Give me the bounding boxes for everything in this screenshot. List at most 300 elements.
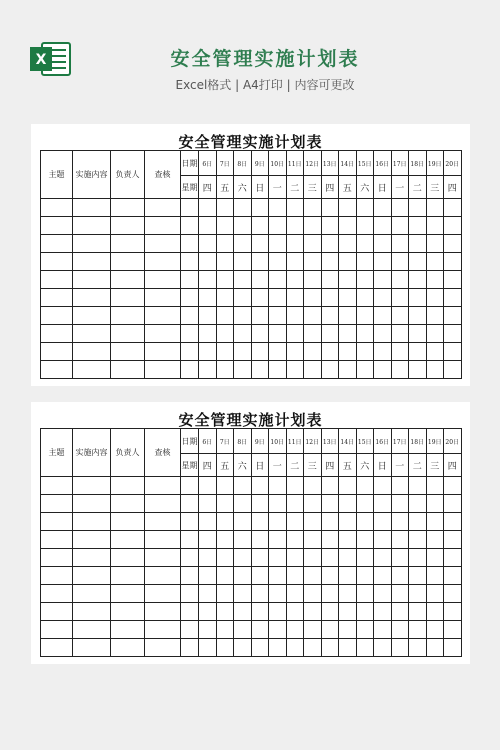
empty-cell [269, 495, 287, 513]
empty-cell [111, 253, 145, 271]
empty-cell [181, 361, 199, 379]
table-row [41, 235, 462, 253]
empty-cell [111, 621, 145, 639]
date-cell: 6日 [199, 151, 217, 176]
empty-cell [216, 325, 234, 343]
empty-cell [374, 513, 392, 531]
empty-cell [304, 361, 322, 379]
empty-cell [251, 603, 269, 621]
page-subtitle: Excel格式 | A4打印 | 内容可更改 [175, 78, 355, 92]
empty-cell [444, 621, 462, 639]
empty-cell [73, 307, 111, 325]
plan-table [40, 150, 462, 379]
empty-cell [251, 289, 269, 307]
empty-cell [269, 253, 287, 271]
empty-cell [181, 477, 199, 495]
empty-cell [374, 289, 392, 307]
empty-cell [304, 217, 322, 235]
empty-cell [426, 361, 444, 379]
empty-cell [199, 567, 217, 585]
empty-cell [391, 567, 409, 585]
empty-cell [356, 585, 374, 603]
empty-cell [234, 477, 252, 495]
column-header: 主题 [41, 151, 73, 199]
empty-cell [356, 253, 374, 271]
weekday-cell: 四 [321, 454, 339, 477]
empty-cell [181, 235, 199, 253]
empty-cell [41, 199, 73, 217]
empty-cell [391, 639, 409, 657]
empty-cell [251, 325, 269, 343]
empty-cell [391, 621, 409, 639]
empty-cell [304, 567, 322, 585]
empty-cell [41, 289, 73, 307]
empty-cell [339, 217, 357, 235]
empty-cell [286, 307, 304, 325]
empty-cell [269, 513, 287, 531]
empty-cell [444, 549, 462, 567]
empty-cell [216, 513, 234, 531]
empty-cell [111, 307, 145, 325]
empty-cell [145, 217, 181, 235]
empty-cell [391, 325, 409, 343]
empty-cell [181, 271, 199, 289]
empty-cell [181, 217, 199, 235]
empty-cell [339, 567, 357, 585]
empty-cell [269, 567, 287, 585]
empty-cell [111, 289, 145, 307]
empty-cell [391, 271, 409, 289]
empty-cell [41, 513, 73, 531]
sheet-preview-1 [31, 124, 470, 386]
empty-cell [41, 477, 73, 495]
empty-cell [374, 567, 392, 585]
empty-cell [339, 289, 357, 307]
empty-cell [216, 235, 234, 253]
empty-cell [41, 603, 73, 621]
empty-cell [374, 621, 392, 639]
empty-cell [111, 603, 145, 621]
empty-cell [444, 531, 462, 549]
plan-table [40, 428, 462, 657]
empty-cell [356, 325, 374, 343]
empty-cell [234, 531, 252, 549]
empty-cell [304, 549, 322, 567]
empty-cell [216, 495, 234, 513]
empty-cell [339, 325, 357, 343]
empty-cell [234, 325, 252, 343]
empty-cell [286, 343, 304, 361]
empty-cell [181, 343, 199, 361]
empty-cell [321, 325, 339, 343]
empty-cell [321, 235, 339, 253]
empty-cell [286, 199, 304, 217]
weekday-cell: 四 [199, 454, 217, 477]
empty-cell [41, 361, 73, 379]
table-row [41, 639, 462, 657]
empty-cell [391, 235, 409, 253]
empty-cell [199, 217, 217, 235]
weekday-cell: 五 [339, 176, 357, 199]
empty-cell [251, 477, 269, 495]
empty-cell [356, 361, 374, 379]
date-cell: 12日 [304, 151, 322, 176]
empty-cell [391, 513, 409, 531]
empty-cell [356, 343, 374, 361]
empty-cell [199, 603, 217, 621]
empty-cell [234, 217, 252, 235]
empty-cell [199, 343, 217, 361]
table-row [41, 495, 462, 513]
empty-cell [199, 253, 217, 271]
empty-cell [391, 603, 409, 621]
empty-cell [339, 531, 357, 549]
empty-cell [426, 531, 444, 549]
empty-cell [321, 603, 339, 621]
empty-cell [111, 495, 145, 513]
empty-cell [181, 531, 199, 549]
date-cell: 8日 [234, 151, 252, 176]
sheet-preview-2 [31, 402, 470, 664]
empty-cell [444, 271, 462, 289]
empty-cell [321, 549, 339, 567]
table-row [41, 325, 462, 343]
empty-cell [391, 531, 409, 549]
empty-cell [426, 289, 444, 307]
empty-cell [199, 585, 217, 603]
weekday-cell: 六 [356, 454, 374, 477]
date-cell: 9日 [251, 151, 269, 176]
empty-cell [216, 289, 234, 307]
empty-cell [426, 271, 444, 289]
weekday-cell: 五 [216, 454, 234, 477]
empty-cell [269, 621, 287, 639]
empty-cell [426, 639, 444, 657]
empty-cell [145, 361, 181, 379]
empty-cell [251, 549, 269, 567]
weekday-cell: 四 [444, 454, 462, 477]
empty-cell [269, 585, 287, 603]
empty-cell [199, 199, 217, 217]
empty-cell [199, 307, 217, 325]
empty-cell [339, 235, 357, 253]
empty-cell [304, 271, 322, 289]
empty-cell [444, 603, 462, 621]
empty-cell [73, 603, 111, 621]
empty-cell [356, 199, 374, 217]
weekday-cell: 六 [234, 454, 252, 477]
empty-cell [73, 549, 111, 567]
date-cell: 15日 [356, 151, 374, 176]
empty-cell [251, 343, 269, 361]
weekday-cell: 二 [409, 176, 427, 199]
empty-cell [374, 307, 392, 325]
empty-cell [145, 603, 181, 621]
empty-cell [145, 289, 181, 307]
empty-cell [321, 531, 339, 549]
empty-cell [426, 585, 444, 603]
empty-cell [409, 361, 427, 379]
empty-cell [73, 585, 111, 603]
empty-cell [321, 307, 339, 325]
empty-cell [181, 549, 199, 567]
empty-cell [251, 271, 269, 289]
empty-cell [409, 289, 427, 307]
table-row [41, 199, 462, 217]
empty-cell [426, 199, 444, 217]
empty-cell [409, 549, 427, 567]
empty-cell [321, 361, 339, 379]
empty-cell [356, 477, 374, 495]
empty-cell [286, 531, 304, 549]
empty-cell [73, 531, 111, 549]
empty-cell [111, 639, 145, 657]
empty-cell [199, 549, 217, 567]
empty-cell [234, 271, 252, 289]
empty-cell [286, 567, 304, 585]
date-cell: 20日 [444, 429, 462, 454]
empty-cell [374, 235, 392, 253]
empty-cell [426, 621, 444, 639]
empty-cell [321, 567, 339, 585]
empty-cell [286, 495, 304, 513]
date-cell: 16日 [374, 429, 392, 454]
empty-cell [234, 567, 252, 585]
weekday-cell: 三 [426, 176, 444, 199]
empty-cell [374, 343, 392, 361]
empty-cell [145, 585, 181, 603]
empty-cell [269, 235, 287, 253]
empty-cell [145, 325, 181, 343]
empty-cell [216, 343, 234, 361]
empty-cell [73, 253, 111, 271]
empty-cell [234, 289, 252, 307]
empty-cell [444, 289, 462, 307]
empty-cell [426, 325, 444, 343]
empty-cell [251, 361, 269, 379]
empty-cell [234, 621, 252, 639]
empty-cell [269, 307, 287, 325]
empty-cell [321, 477, 339, 495]
empty-cell [391, 253, 409, 271]
empty-cell [234, 513, 252, 531]
empty-cell [391, 343, 409, 361]
empty-cell [356, 289, 374, 307]
empty-cell [41, 325, 73, 343]
empty-cell [234, 603, 252, 621]
empty-cell [145, 621, 181, 639]
empty-cell [374, 199, 392, 217]
empty-cell [145, 513, 181, 531]
empty-cell [444, 343, 462, 361]
date-cell: 13日 [321, 151, 339, 176]
empty-cell [321, 495, 339, 513]
table-row [41, 477, 462, 495]
empty-cell [111, 585, 145, 603]
column-header: 负责人 [111, 429, 145, 477]
empty-cell [216, 621, 234, 639]
weekday-cell: 一 [391, 176, 409, 199]
empty-cell [251, 307, 269, 325]
date-label: 日期 [181, 151, 199, 176]
empty-cell [374, 361, 392, 379]
weekday-label: 星期 [181, 176, 199, 199]
empty-cell [444, 567, 462, 585]
date-cell: 10日 [269, 151, 287, 176]
header-row [41, 429, 462, 454]
empty-cell [286, 361, 304, 379]
empty-cell [374, 639, 392, 657]
empty-cell [41, 253, 73, 271]
empty-cell [145, 531, 181, 549]
column-header: 实施内容 [73, 151, 111, 199]
empty-cell [181, 513, 199, 531]
empty-cell [234, 199, 252, 217]
empty-cell [304, 307, 322, 325]
empty-cell [444, 495, 462, 513]
empty-cell [444, 325, 462, 343]
weekday-cell: 日 [251, 454, 269, 477]
table-row [41, 513, 462, 531]
empty-cell [145, 307, 181, 325]
empty-cell [111, 477, 145, 495]
empty-cell [216, 271, 234, 289]
weekday-cell: 四 [321, 176, 339, 199]
empty-cell [234, 495, 252, 513]
empty-cell [216, 603, 234, 621]
empty-cell [339, 513, 357, 531]
empty-cell [286, 603, 304, 621]
empty-cell [391, 307, 409, 325]
empty-cell [356, 549, 374, 567]
empty-cell [111, 325, 145, 343]
empty-cell [391, 495, 409, 513]
empty-cell [41, 307, 73, 325]
date-label: 日期 [181, 429, 199, 454]
empty-cell [251, 495, 269, 513]
weekday-cell: 日 [374, 176, 392, 199]
empty-cell [374, 217, 392, 235]
empty-cell [216, 199, 234, 217]
empty-cell [444, 217, 462, 235]
empty-cell [286, 253, 304, 271]
weekday-cell: 日 [374, 454, 392, 477]
empty-cell [444, 639, 462, 657]
empty-cell [73, 271, 111, 289]
date-cell: 12日 [304, 429, 322, 454]
weekday-cell: 一 [269, 454, 287, 477]
empty-cell [391, 217, 409, 235]
empty-cell [321, 585, 339, 603]
date-cell: 18日 [409, 429, 427, 454]
empty-cell [199, 513, 217, 531]
empty-cell [356, 235, 374, 253]
empty-cell [269, 271, 287, 289]
empty-cell [426, 495, 444, 513]
empty-cell [426, 235, 444, 253]
empty-cell [286, 235, 304, 253]
empty-cell [199, 495, 217, 513]
empty-cell [286, 217, 304, 235]
empty-cell [181, 639, 199, 657]
table-row [41, 343, 462, 361]
empty-cell [356, 621, 374, 639]
empty-cell [339, 549, 357, 567]
empty-cell [111, 271, 145, 289]
weekday-cell: 四 [444, 176, 462, 199]
empty-cell [356, 217, 374, 235]
table-row [41, 549, 462, 567]
empty-cell [251, 639, 269, 657]
empty-cell [216, 585, 234, 603]
weekday-cell: 五 [339, 454, 357, 477]
empty-cell [286, 585, 304, 603]
empty-cell [199, 235, 217, 253]
empty-cell [356, 531, 374, 549]
empty-cell [199, 289, 217, 307]
empty-cell [73, 217, 111, 235]
date-cell: 14日 [339, 429, 357, 454]
date-cell: 11日 [286, 429, 304, 454]
header-row [41, 151, 462, 176]
empty-cell [409, 477, 427, 495]
empty-cell [234, 307, 252, 325]
empty-cell [269, 199, 287, 217]
date-cell: 8日 [234, 429, 252, 454]
empty-cell [251, 567, 269, 585]
empty-cell [234, 585, 252, 603]
empty-cell [269, 325, 287, 343]
empty-cell [73, 325, 111, 343]
date-cell: 18日 [409, 151, 427, 176]
empty-cell [426, 343, 444, 361]
empty-cell [216, 217, 234, 235]
empty-cell [145, 253, 181, 271]
empty-cell [41, 621, 73, 639]
empty-cell [41, 235, 73, 253]
empty-cell [444, 477, 462, 495]
date-cell: 19日 [426, 151, 444, 176]
empty-cell [216, 361, 234, 379]
empty-cell [41, 549, 73, 567]
weekday-cell: 二 [286, 176, 304, 199]
empty-cell [374, 253, 392, 271]
empty-cell [339, 199, 357, 217]
empty-cell [304, 531, 322, 549]
empty-cell [391, 477, 409, 495]
table-row [41, 253, 462, 271]
weekday-cell: 六 [234, 176, 252, 199]
empty-cell [339, 307, 357, 325]
empty-cell [426, 549, 444, 567]
excel-logo-letter: X [35, 52, 47, 68]
empty-cell [356, 307, 374, 325]
empty-cell [409, 307, 427, 325]
empty-cell [286, 513, 304, 531]
weekday-cell: 三 [304, 176, 322, 199]
empty-cell [304, 585, 322, 603]
empty-cell [339, 253, 357, 271]
empty-cell [409, 639, 427, 657]
weekday-cell: 二 [286, 454, 304, 477]
date-cell: 6日 [199, 429, 217, 454]
empty-cell [304, 513, 322, 531]
empty-cell [73, 621, 111, 639]
empty-cell [145, 639, 181, 657]
empty-cell [181, 585, 199, 603]
empty-cell [304, 639, 322, 657]
empty-cell [409, 567, 427, 585]
